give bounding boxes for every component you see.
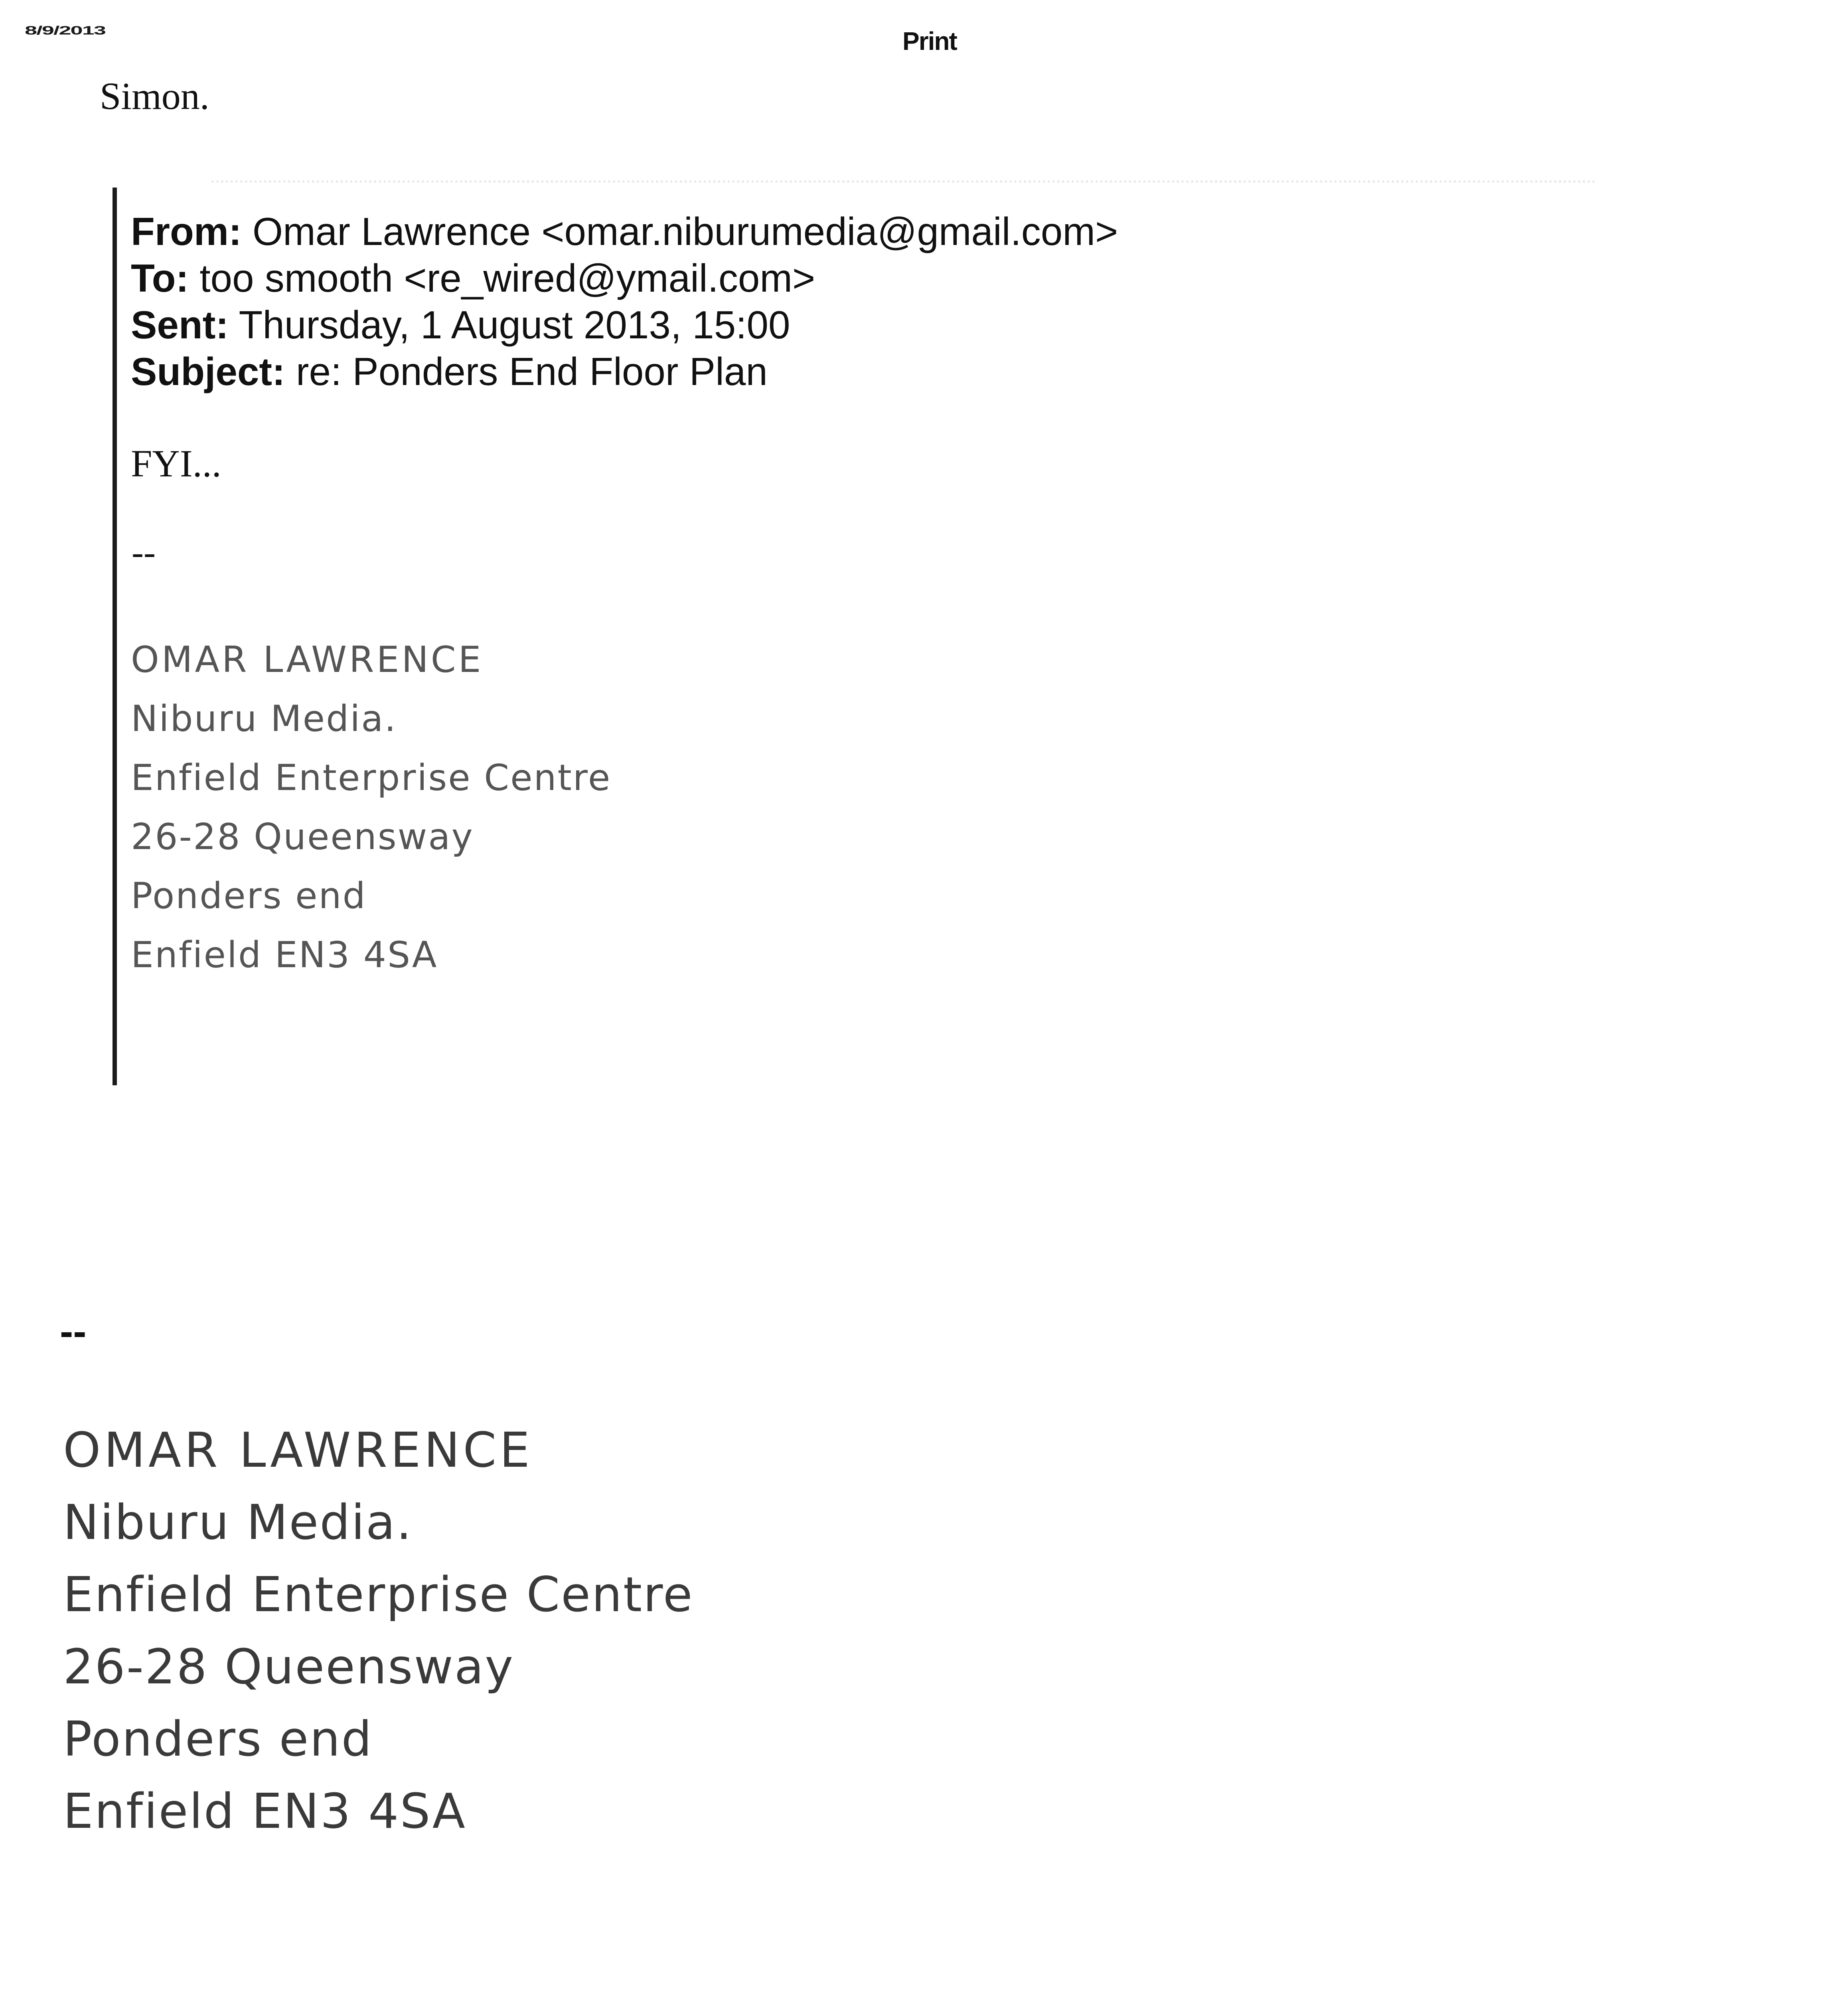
print-title: Print	[902, 27, 957, 55]
signature-address-3: Ponders end	[131, 875, 367, 917]
signature	[63, 1414, 694, 1848]
from-line	[131, 208, 1118, 255]
quoted-separator: --	[132, 533, 156, 572]
signature-address-3: Ponders end	[63, 1712, 373, 1767]
quoted-mail-headers	[131, 208, 1118, 395]
to-label: To:	[131, 256, 189, 300]
subject-value: re: Ponders End Floor Plan	[296, 350, 768, 393]
signature-name: OMAR LAWRENCE	[63, 1423, 533, 1478]
signature-separator: --	[60, 1309, 87, 1354]
signature-company: Niburu Media.	[131, 698, 397, 740]
signature-address-2: 26-28 Queensway	[63, 1639, 515, 1695]
signature-address-1: Enfield Enterprise Centre	[63, 1567, 694, 1623]
signature-name: OMAR LAWRENCE	[131, 639, 484, 681]
sent-line	[131, 302, 1118, 348]
from-value: Omar Lawrence <omar.niburumedia@gmail.com>	[252, 209, 1118, 253]
from-label: From:	[131, 209, 242, 253]
greeting: Simon.	[100, 75, 209, 117]
signature-address-2: 26-28 Queensway	[131, 816, 474, 858]
signature-address-4: Enfield EN3 4SA	[63, 1784, 466, 1839]
quoted-signature	[131, 630, 611, 985]
to-value: too smooth <re_wired@ymail.com>	[199, 256, 815, 300]
signature-company: Niburu Media.	[63, 1495, 413, 1551]
signature-address-4: Enfield EN3 4SA	[131, 934, 438, 976]
signature-address-1: Enfield Enterprise Centre	[131, 757, 612, 799]
to-line	[131, 255, 1118, 302]
sent-value: Thursday, 1 August 2013, 15:00	[239, 303, 790, 347]
sent-label: Sent:	[131, 303, 229, 347]
print-date: 8/9/2013	[25, 23, 105, 38]
quote-bar	[113, 188, 117, 1085]
subject-line	[131, 348, 1118, 395]
subject-label: Subject:	[131, 350, 285, 393]
quoted-body: FYI...	[131, 442, 221, 485]
faint-divider	[211, 180, 1596, 183]
